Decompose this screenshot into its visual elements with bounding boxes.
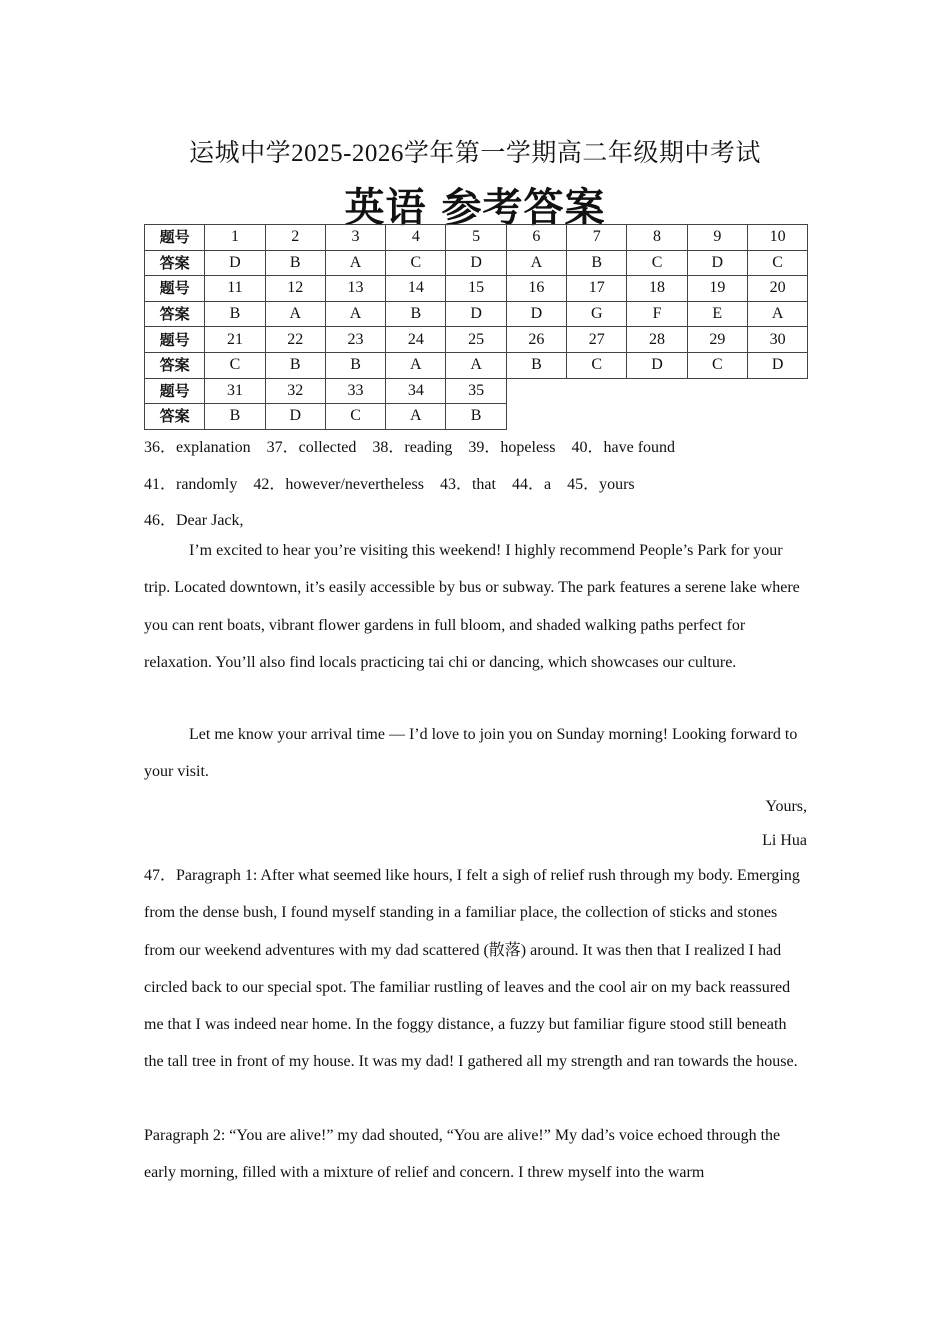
row-label-answer: 答案 — [145, 301, 205, 327]
answer-cell: C — [386, 250, 446, 276]
answer-cell: D — [687, 250, 747, 276]
question-number-cell: 27 — [567, 327, 627, 353]
letter-closing: Yours, — [765, 798, 807, 815]
question-number-cell: 23 — [325, 327, 385, 353]
fill-blank-answer: 41．randomly — [144, 476, 238, 493]
fill-blank-answer: 42．however/nevertheless — [253, 476, 424, 493]
fill-blank-answer: 43．that — [439, 476, 496, 493]
answer-table — [144, 224, 808, 430]
question-number-cell: 2 — [265, 225, 325, 251]
question-number-cell: 1 — [205, 225, 265, 251]
empty-cell — [506, 378, 566, 404]
answer-cell: A — [506, 250, 566, 276]
question-number-cell: 19 — [687, 276, 747, 302]
answer-cell: A — [325, 250, 385, 276]
fill-blank-answer: 36．explanation — [144, 439, 251, 456]
answer-cell: A — [386, 404, 446, 430]
answer-cell: A — [747, 301, 807, 327]
continuation-paragraph-1: 47．Paragraph 1: After what seemed like hours, I felt a sigh of relief rush through my body. Emerging from the dense bush, I found myself standing in a familiar place, the collection of sticks and stones from our weekend adventures with my dad scattered (散落) around. It was then that I realized I had circled back to our special spot. The familiar rustling of leaves and the cool air on my back reassured me that I was indeed near home. In the foggy distance, a fuzzy but familiar figure stood still beneath the tall tree in front of my house. It was my dad! I gathered all my strength and ran towards the house. — [144, 867, 800, 1071]
question-number-cell: 13 — [325, 276, 385, 302]
answer-cell: D — [747, 352, 807, 378]
answer-cell: A — [325, 301, 385, 327]
fill-blank-answer: 39．hopeless — [468, 439, 556, 456]
answer-cell: D — [627, 352, 687, 378]
empty-cell — [627, 404, 687, 430]
question-number-cell: 6 — [506, 225, 566, 251]
continuation-paragraph-2: Paragraph 2: “You are alive!” my dad shouted, “You are alive!” My dad’s voice echoed through the early morning, filled with a mixture of relief and concern. I threw myself into the warm — [144, 1127, 781, 1182]
row-label-answer: 答案 — [145, 404, 205, 430]
answer-cell: B — [386, 301, 446, 327]
question-number-cell: 4 — [386, 225, 446, 251]
question-number-cell: 28 — [627, 327, 687, 353]
fill-blank-line-2 — [144, 471, 651, 494]
answer-row — [145, 404, 808, 430]
fill-blank-line-1 — [144, 434, 691, 457]
row-label-number: 题号 — [145, 225, 205, 251]
answer-cell: C — [325, 404, 385, 430]
empty-cell — [567, 404, 627, 430]
question-number-cell: 9 — [687, 225, 747, 251]
answer-cell: A — [386, 352, 446, 378]
question-number-cell: 3 — [325, 225, 385, 251]
answer-cell: C — [627, 250, 687, 276]
answer-cell: F — [627, 301, 687, 327]
empty-cell — [567, 378, 627, 404]
answer-row — [145, 301, 808, 327]
letter-greeting: 46．Dear Jack, — [144, 512, 244, 529]
question-number-cell: 33 — [325, 378, 385, 404]
letter-paragraph-2: Let me know your arrival time — I’d love to join you on Sunday morning! Looking forward to your visit. — [144, 726, 798, 781]
answer-row — [145, 352, 808, 378]
question-number-cell: 34 — [386, 378, 446, 404]
answer-cell: D — [265, 404, 325, 430]
fill-blank-answer: 40．have found — [571, 439, 676, 456]
question-number-cell: 8 — [627, 225, 687, 251]
question-number-row — [145, 276, 808, 302]
answer-cell: D — [446, 250, 506, 276]
question-number-cell: 31 — [205, 378, 265, 404]
answer-cell: E — [687, 301, 747, 327]
row-label-answer: 答案 — [145, 250, 205, 276]
answer-cell: C — [567, 352, 627, 378]
fill-blank-answer: 38．reading — [372, 439, 453, 456]
row-label-number: 题号 — [145, 378, 205, 404]
page-title: 英语 参考答案 — [344, 185, 606, 231]
fill-blank-answer: 44．a — [511, 476, 552, 493]
question-number-cell: 35 — [446, 378, 506, 404]
fill-blank-answer: 45．yours — [567, 476, 635, 493]
question-number-cell: 18 — [627, 276, 687, 302]
question-number-cell: 25 — [446, 327, 506, 353]
question-number-cell: 32 — [265, 378, 325, 404]
row-label-number: 题号 — [145, 327, 205, 353]
answer-cell: A — [446, 352, 506, 378]
answer-cell: B — [446, 404, 506, 430]
answer-cell: D — [446, 301, 506, 327]
question-number-cell: 22 — [265, 327, 325, 353]
question-number-cell: 15 — [446, 276, 506, 302]
empty-cell — [506, 404, 566, 430]
question-number-cell: 11 — [205, 276, 265, 302]
question-number-cell: 14 — [386, 276, 446, 302]
question-number-cell: 16 — [506, 276, 566, 302]
row-label-number: 题号 — [145, 276, 205, 302]
answer-cell: B — [205, 301, 265, 327]
answer-cell: B — [205, 404, 265, 430]
answer-cell: C — [687, 352, 747, 378]
letter-paragraph-1: I’m excited to hear you’re visiting this weekend! I highly recommend People’s Park for your trip. Located downtown, it’s easily accessible by bus or subway. The park features a serene lake where you can rent boats, vibrant flower gardens in full bloom, and shaded walking paths perfect for relaxation. You’ll also find locals practicing tai chi or dancing, which showcases our culture. — [144, 542, 800, 671]
question-number-cell: 20 — [747, 276, 807, 302]
answer-row — [145, 250, 808, 276]
letter-signature: Li Hua — [762, 832, 807, 849]
question-number-cell: 24 — [386, 327, 446, 353]
answer-cell: B — [506, 352, 566, 378]
answer-cell: B — [325, 352, 385, 378]
answer-cell: B — [265, 352, 325, 378]
answer-cell: G — [567, 301, 627, 327]
question-number-cell: 5 — [446, 225, 506, 251]
question-number-cell: 7 — [567, 225, 627, 251]
question-number-row — [145, 327, 808, 353]
fill-blank-answer: 37．collected — [266, 439, 357, 456]
empty-cell — [687, 378, 747, 404]
question-number-cell: 12 — [265, 276, 325, 302]
answer-cell: B — [567, 250, 627, 276]
question-number-cell: 29 — [687, 327, 747, 353]
empty-cell — [747, 404, 807, 430]
empty-cell — [627, 378, 687, 404]
answer-cell: B — [265, 250, 325, 276]
question-number-cell: 30 — [747, 327, 807, 353]
question-number-cell: 26 — [506, 327, 566, 353]
question-number-cell: 10 — [747, 225, 807, 251]
exam-subtitle: 运城中学2025-2026学年第一学期高二年级期中考试 — [189, 140, 761, 167]
answer-cell: D — [205, 250, 265, 276]
row-label-answer: 答案 — [145, 352, 205, 378]
empty-cell — [687, 404, 747, 430]
answer-cell: D — [506, 301, 566, 327]
answer-cell: C — [205, 352, 265, 378]
empty-cell — [747, 378, 807, 404]
answer-cell: A — [265, 301, 325, 327]
question-number-cell: 21 — [205, 327, 265, 353]
question-number-row — [145, 225, 808, 251]
answer-cell: C — [747, 250, 807, 276]
question-number-row — [145, 378, 808, 404]
question-number-cell: 17 — [567, 276, 627, 302]
